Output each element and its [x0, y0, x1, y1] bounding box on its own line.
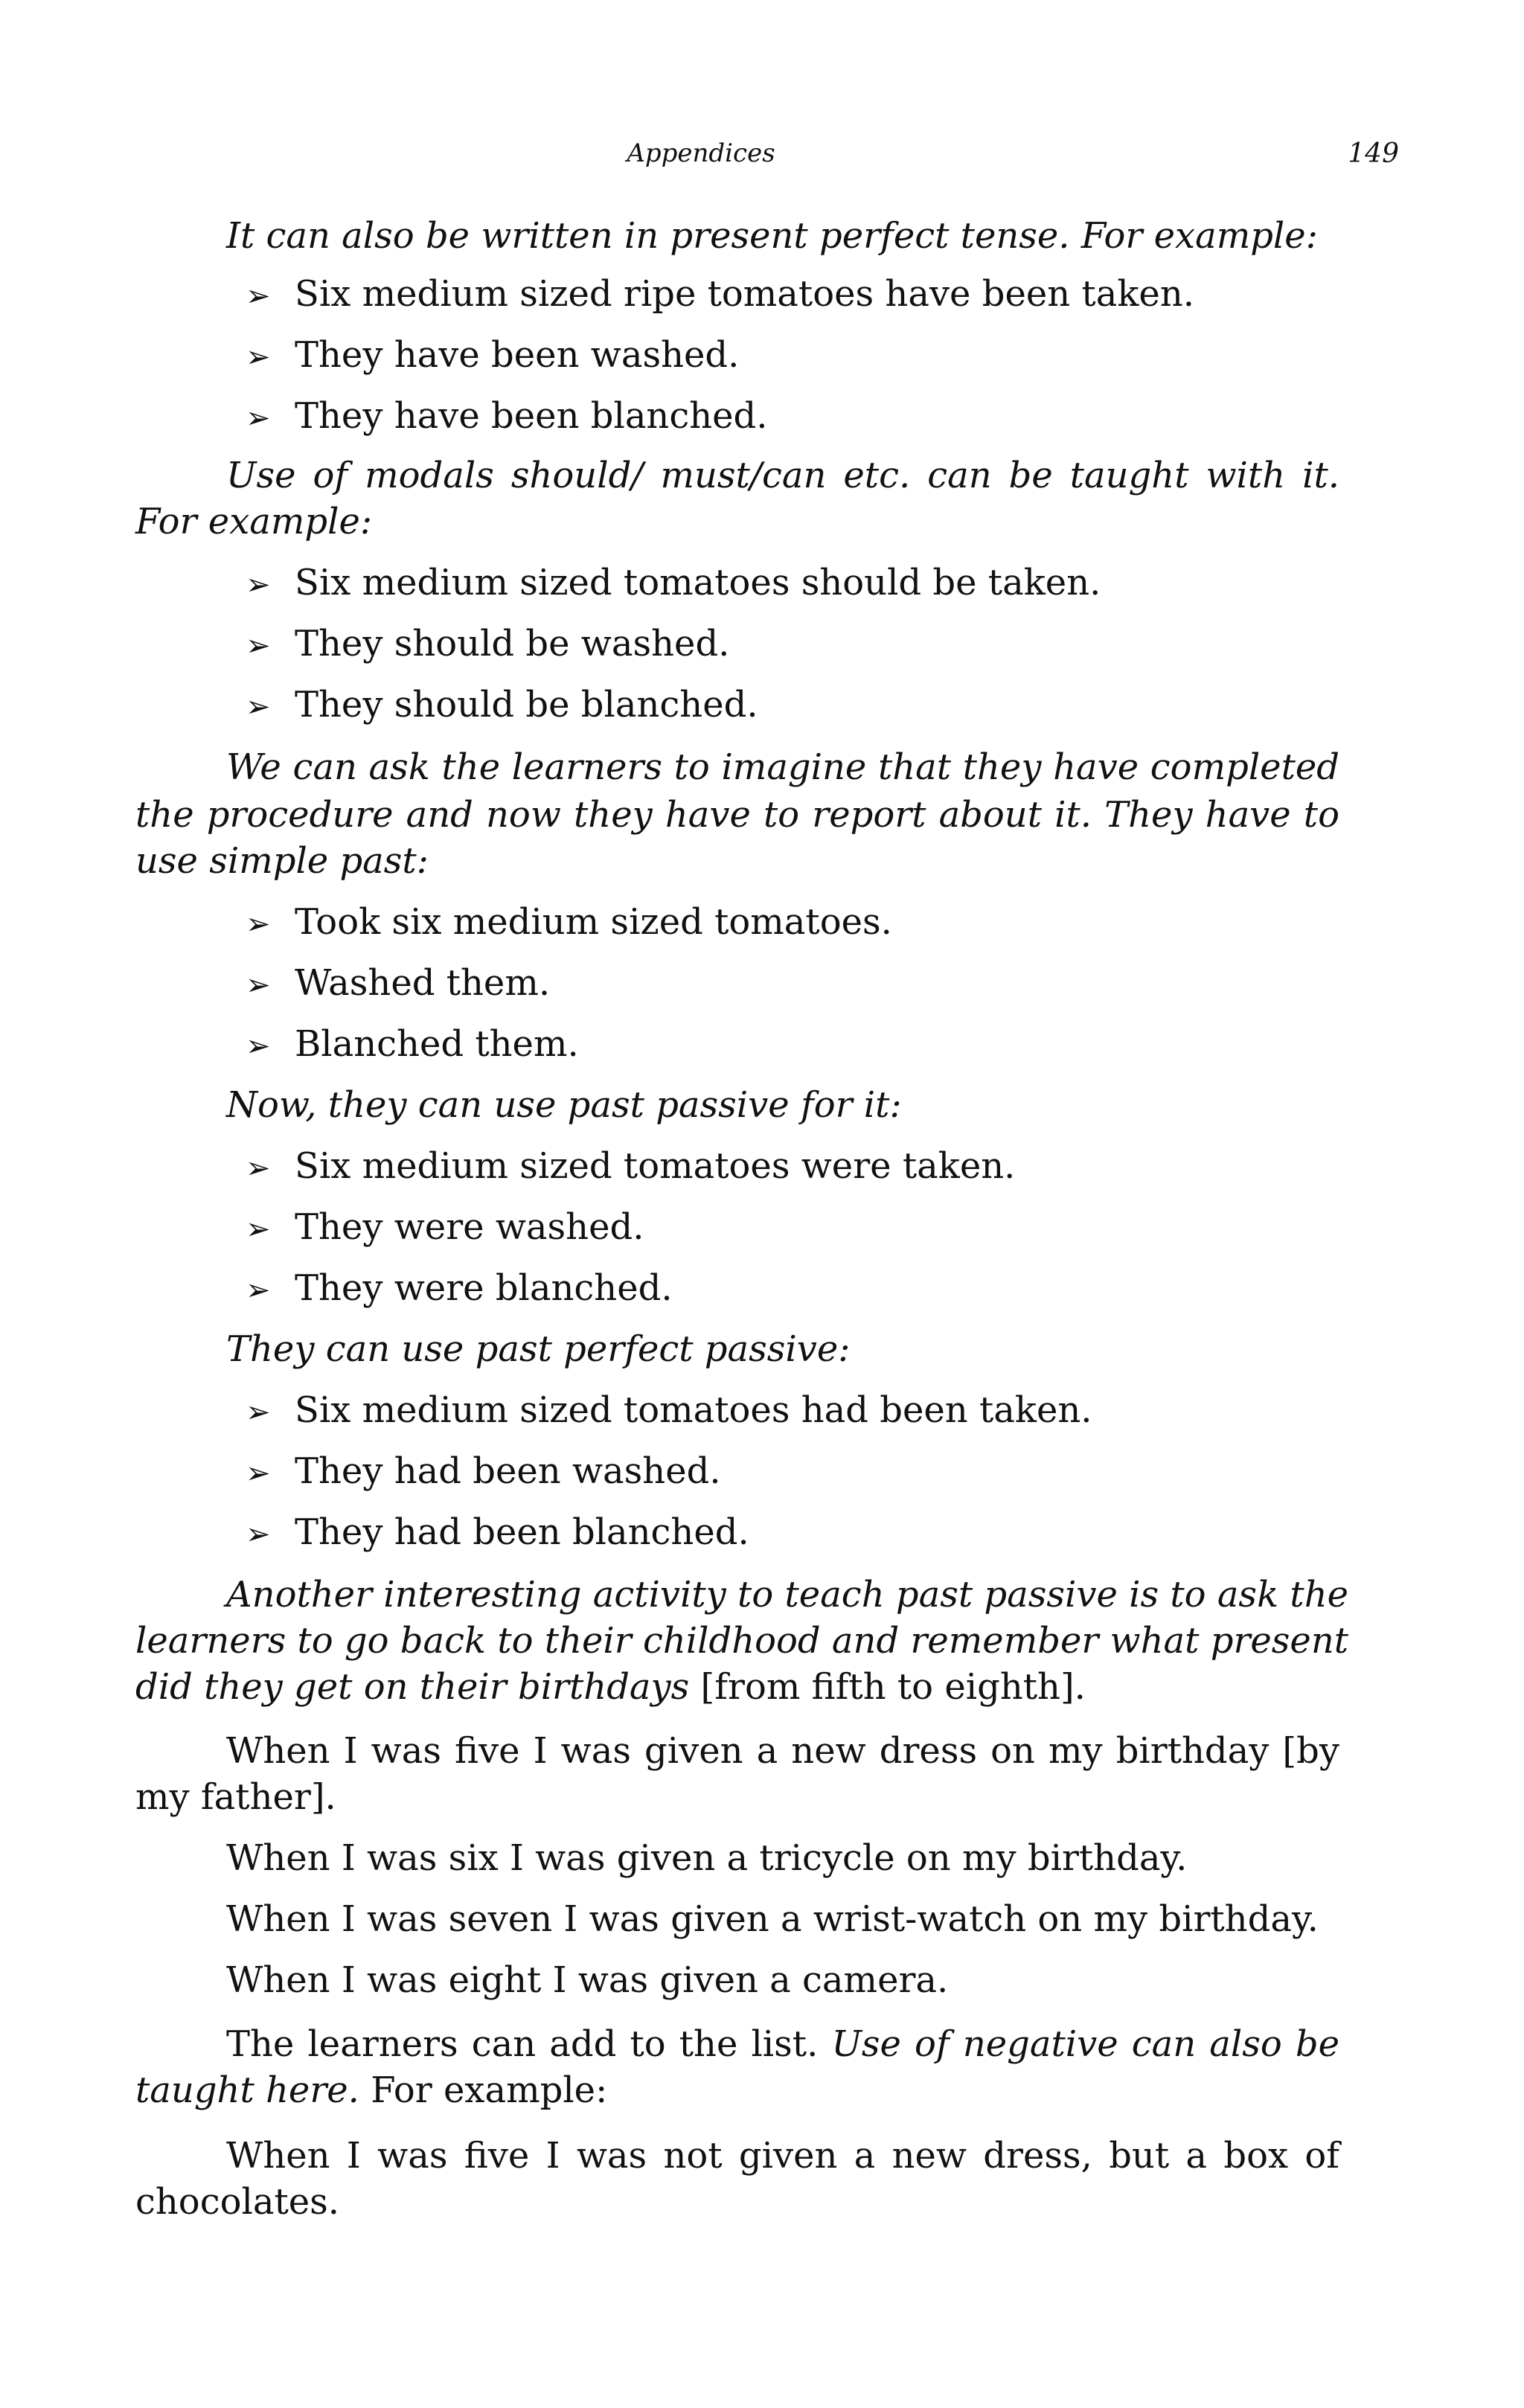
example-sentence: chocolates.: [135, 2181, 340, 2223]
list-item: [246, 1509, 749, 1557]
intro-past-perfect-passive: They can use past perfect passive:: [226, 1328, 851, 1370]
arrowhead-bullet-icon: ➢: [246, 968, 271, 1002]
example-sentence: When I was six I was given a tricycle on my birthday.: [226, 1837, 1188, 1879]
arrowhead-bullet-icon: ➢: [246, 1273, 271, 1307]
paragraph-line: learners to go back to their childhood and remember what present: [135, 1620, 1349, 1662]
paragraph-text: [from fifth to eighth].: [689, 1666, 1086, 1708]
example-sentence: my father].: [135, 1776, 336, 1818]
intro-present-perfect: It can also be written in present perfect tense. For example:: [226, 215, 1318, 257]
list-item: [246, 393, 768, 441]
arrowhead-bullet-icon: ➢: [246, 568, 271, 602]
list-item: [246, 1387, 1092, 1435]
arrowhead-bullet-icon: ➢: [246, 1517, 271, 1552]
arrowhead-bullet-icon: ➢: [246, 1395, 271, 1429]
list-item-text: Six medium sized tomatoes should be taken.: [295, 562, 1101, 603]
arrowhead-bullet-icon: ➢: [246, 629, 271, 663]
arrowhead-bullet-icon: ➢: [246, 690, 271, 724]
list-item-text: Blanched them.: [295, 1023, 579, 1065]
paragraph-text: For example:: [359, 2069, 608, 2111]
list-item: [246, 332, 739, 380]
paragraph-italic-text: Use of negative can also be: [831, 2023, 1339, 2065]
list-item-text: Six medium sized tomatoes were taken.: [295, 1145, 1016, 1187]
paragraph-line: [135, 1664, 1086, 1710]
intro-modals-line: For example:: [135, 501, 373, 542]
arrowhead-bullet-icon: ➢: [246, 340, 271, 374]
list-item-text: They were blanched.: [295, 1267, 673, 1309]
example-sentence: When I was five I was not given a new dress, but a box of: [226, 2135, 1339, 2177]
list-item: [246, 271, 1194, 319]
list-item-text: Six medium sized tomatoes had been taken.: [295, 1389, 1092, 1431]
intro-simple-past-line: We can ask the learners to imagine that they have completed: [226, 746, 1339, 788]
running-header: Appendices: [627, 138, 775, 168]
list-item-text: They should be washed.: [295, 623, 730, 665]
example-sentence: When I was five I was given a new dress on my birthday [by: [226, 1730, 1339, 1772]
example-sentence: When I was eight I was given a camera.: [226, 1959, 949, 2001]
list-item: [246, 621, 729, 669]
list-item: [246, 682, 758, 730]
list-item-text: They have been washed.: [295, 334, 740, 376]
arrowhead-bullet-icon: ➢: [246, 1151, 271, 1185]
list-item: [246, 560, 1101, 608]
intro-simple-past-line: the procedure and now they have to report about it. They have to: [135, 794, 1339, 836]
intro-simple-past-line: use simple past:: [135, 840, 429, 882]
list-item-text: They should be blanched.: [295, 684, 758, 726]
arrowhead-bullet-icon: ➢: [246, 907, 271, 941]
list-item-text: They were washed.: [295, 1206, 644, 1248]
example-sentence: When I was seven I was given a wrist-watch on my birthday.: [226, 1898, 1319, 1940]
arrowhead-bullet-icon: ➢: [246, 1456, 271, 1490]
list-item-text: They have been blanched.: [295, 395, 768, 437]
page-number: 149: [1348, 138, 1399, 169]
paragraph-italic-text: did they get on their birthdays: [135, 1666, 690, 1708]
list-item-text: Took six medium sized tomatoes.: [295, 901, 892, 943]
list-item: [246, 1143, 1015, 1191]
list-item: [246, 1204, 644, 1252]
list-item: [246, 1448, 721, 1496]
paragraph-italic-text: taught here.: [135, 2069, 359, 2111]
paragraph-line: [226, 2021, 1339, 2067]
list-item-text: They had been washed.: [295, 1450, 721, 1492]
intro-past-passive: Now, they can use past passive for it:: [226, 1084, 902, 1126]
list-item-text: Six medium sized ripe tomatoes have been taken.: [295, 273, 1194, 315]
list-item: [246, 1021, 579, 1069]
list-item: [246, 960, 550, 1008]
arrowhead-bullet-icon: ➢: [246, 279, 271, 313]
list-item: [246, 899, 892, 947]
arrowhead-bullet-icon: ➢: [246, 1029, 271, 1063]
paragraph-text: The learners can add to the list.: [226, 2023, 832, 2065]
list-item: [246, 1265, 673, 1313]
paragraph-line: [135, 2067, 607, 2113]
list-item-text: They had been blanched.: [295, 1511, 749, 1553]
arrowhead-bullet-icon: ➢: [246, 401, 271, 435]
arrowhead-bullet-icon: ➢: [246, 1212, 271, 1246]
intro-modals-line: Use of modals should/ must/can etc. can be taught with it.: [226, 455, 1339, 496]
list-item-text: Washed them.: [295, 962, 551, 1004]
paragraph-line: Another interesting activity to teach past passive is to ask the: [226, 1574, 1349, 1616]
